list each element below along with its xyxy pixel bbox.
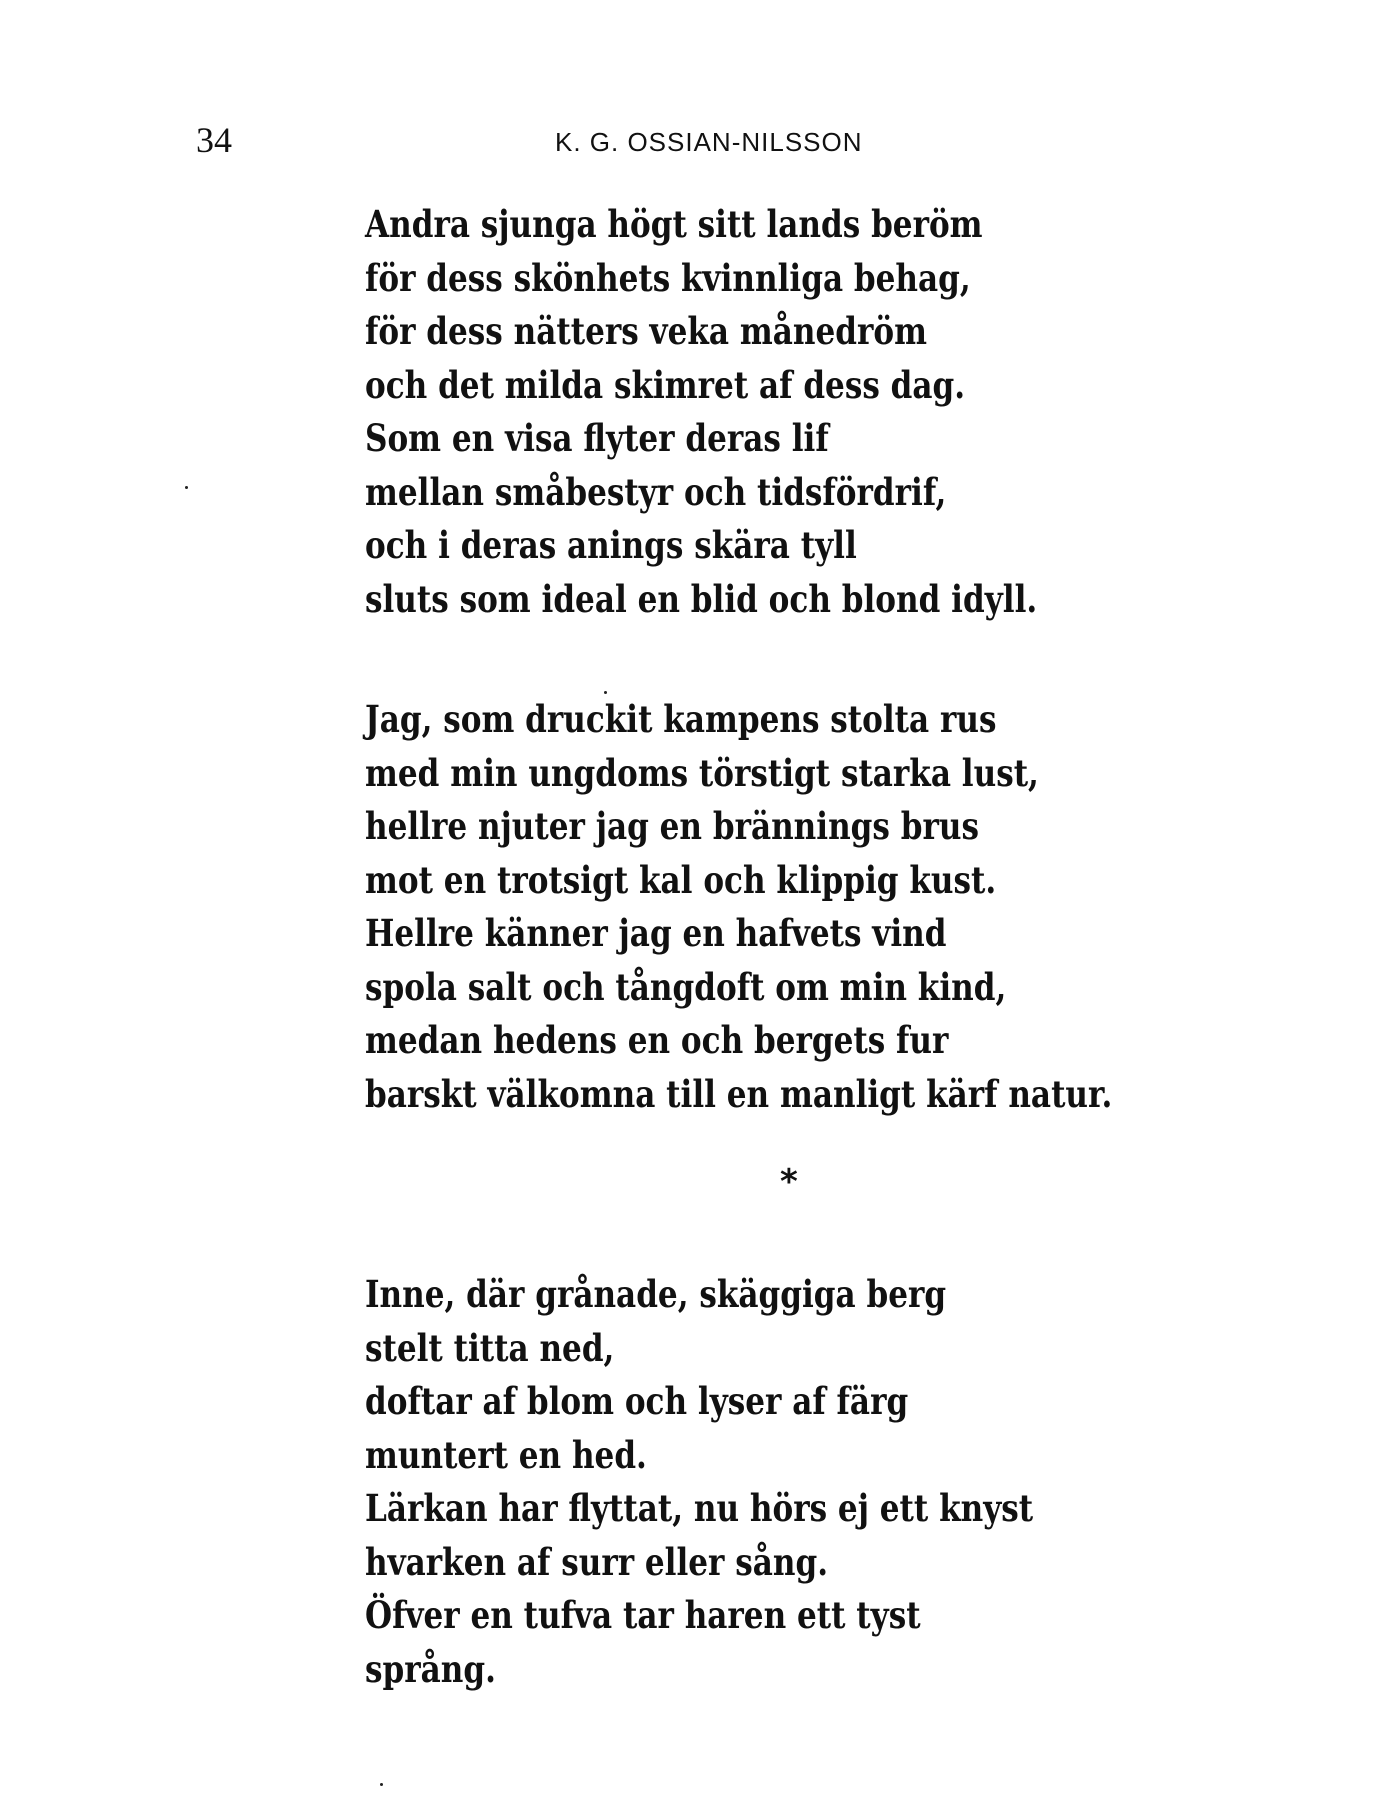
poem-line: språng.: [365, 1646, 496, 1691]
poem-line: Lärkan har flyttat, nu hörs ej ett knyst: [365, 1486, 1034, 1530]
poem-line: medan hedens en och bergets fur: [365, 1018, 949, 1062]
poem-line: för dess nätters veka månedröm: [365, 309, 927, 353]
poem-line: Som en visa flyter deras lif: [365, 416, 829, 460]
poem-line: hvarken af surr eller sång.: [365, 1539, 829, 1584]
poem-line: sluts som ideal en blid och blond idyll.: [365, 576, 1038, 621]
poem-line: och i deras anings skära tyll: [365, 523, 857, 567]
section-divider-asterisk: *: [780, 1162, 798, 1202]
poem-line: och det milda skimret af dess dag.: [365, 362, 966, 407]
poem-line: Hellre känner jag en hafvets vind: [365, 911, 947, 955]
poem-line: stelt titta ned,: [365, 1325, 615, 1370]
poem-stanza: [365, 198, 1037, 626]
poem-line: doftar af blom och lyser af färg: [365, 1379, 909, 1423]
poem-line: med min ungdoms törstigt starka lust,: [365, 750, 1039, 795]
print-speck: [380, 1783, 383, 1786]
print-speck: [185, 486, 188, 489]
poem-stanza: [365, 693, 1112, 1121]
poem-line: Andra sjunga högt sitt lands beröm: [365, 202, 983, 246]
poem-line: Jag, som druckit kampens stolta rus: [365, 697, 997, 741]
poem-stanza: [365, 1268, 1033, 1696]
poem-line: barskt välkomna till en manligt kärf natur.: [365, 1071, 1113, 1116]
poem-line: spola salt och tångdoft om min kind,: [365, 964, 1007, 1009]
page-number: 34: [196, 120, 232, 160]
poem-line: mellan småbestyr och tidsfördrif,: [365, 469, 947, 514]
poem-line: Öfver en tufva tar haren ett tyst: [365, 1593, 921, 1637]
poem-line: Inne, där grånade, skäggiga berg: [365, 1272, 947, 1316]
poem-line: hellre njuter jag en brännings brus: [365, 804, 979, 848]
print-speck: [604, 691, 607, 694]
poem-line: muntert en hed.: [365, 1432, 647, 1477]
poem-line: för dess skönhets kvinnliga behag,: [365, 255, 971, 300]
running-header-author: K. G. OSSIAN-NILSSON: [555, 127, 863, 157]
poem-line: mot en trotsigt kal och klippig kust.: [365, 857, 997, 902]
